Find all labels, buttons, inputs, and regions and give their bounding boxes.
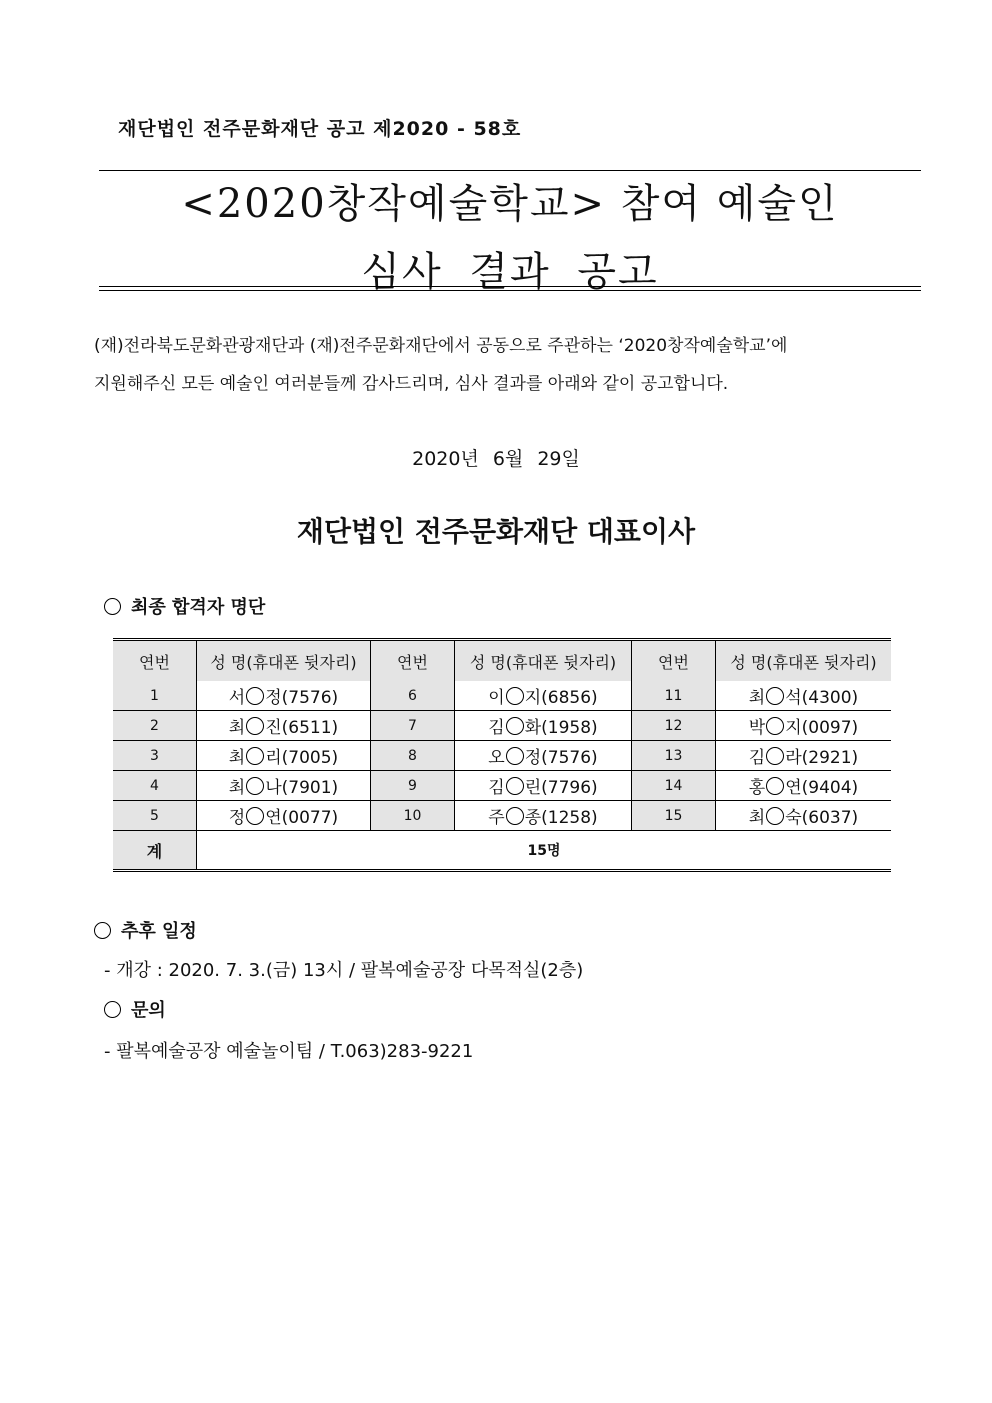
row-number-cell: 2 [113, 711, 197, 741]
surname-text: 김 [488, 718, 505, 738]
header-no-1: 연번 [113, 641, 197, 681]
schedule-item: - 개강 : 2020. 7. 3.(금) 13시 / 팔복예술공장 다목적실(2층) [104, 960, 584, 981]
surname-text: 정 [228, 808, 246, 828]
surname-text: 최 [228, 718, 246, 738]
intro-line-2: 지원해주신 모든 예술인 여러분들께 감사드리며, 심사 결과를 아래와 같이 공고합니다. [94, 374, 729, 394]
header-name-2: 성 명(휴대폰 뒷자리) [455, 641, 632, 681]
name-cell [716, 711, 892, 741]
row-number-cell: 9 [371, 771, 455, 801]
masked-circle-icon [506, 747, 524, 765]
row-number-cell: 4 [113, 771, 197, 801]
name-suffix-text: 연(0077) [265, 808, 339, 828]
row-number-cell: 5 [113, 801, 197, 831]
circle-bullet-icon [94, 922, 111, 939]
name-cell [197, 771, 371, 801]
section-finalists-label: 최종 합격자 명단 [131, 597, 266, 618]
name-suffix-text: 화(1958) [524, 718, 598, 738]
table-row [113, 711, 891, 741]
name-cell [197, 711, 371, 741]
name-cell [197, 681, 371, 711]
total-label: 계 [113, 831, 197, 870]
row-number-cell: 3 [113, 741, 197, 771]
table-header-row [113, 641, 891, 681]
page-title-line2: 심사 결과 공고 [361, 249, 659, 295]
masked-circle-icon [246, 687, 264, 705]
issuer-name: 재단법인 전주문화재단 대표이사 [296, 515, 696, 548]
row-number-cell: 15 [632, 801, 716, 831]
surname-text: 서 [228, 688, 246, 708]
name-suffix-text: 라(2921) [785, 748, 859, 768]
row-number-cell: 11 [632, 681, 716, 711]
row-number-cell: 8 [371, 741, 455, 771]
intro-line-1: (재)전라북도문화관광재단과 (재)전주문화재단에서 공동으로 주관하는 ‘2020창작예술학교’에 [94, 336, 788, 356]
name-cell [455, 711, 632, 741]
title-bottom-rule [99, 286, 921, 291]
finalists-table [113, 641, 891, 869]
surname-text: 이 [488, 688, 505, 708]
surname-text: 홍 [748, 778, 766, 798]
name-cell [455, 801, 632, 831]
masked-circle-icon [506, 687, 524, 705]
masked-circle-icon [766, 807, 784, 825]
name-suffix-text: 종(1258) [524, 808, 598, 828]
surname-text: 오 [488, 748, 505, 768]
header-name-1: 성 명(휴대폰 뒷자리) [197, 641, 371, 681]
section-schedule-heading [94, 917, 197, 943]
surname-text: 최 [228, 748, 246, 768]
name-suffix-text: 석(4300) [785, 688, 859, 708]
name-suffix-text: 숙(6037) [785, 808, 859, 828]
masked-circle-icon [246, 777, 264, 795]
table-row [113, 801, 891, 831]
surname-text: 김 [748, 748, 766, 768]
masked-circle-icon [766, 777, 784, 795]
circle-bullet-icon [104, 598, 121, 615]
surname-text: 박 [748, 718, 766, 738]
name-suffix-text: 정(7576) [524, 748, 598, 768]
row-number-cell: 7 [371, 711, 455, 741]
name-suffix-text: 리(7005) [265, 748, 339, 768]
table-row [113, 771, 891, 801]
name-cell [455, 681, 632, 711]
name-suffix-text: 정(7576) [265, 688, 339, 708]
surname-text: 최 [228, 778, 246, 798]
circle-bullet-icon [104, 1001, 121, 1018]
masked-circle-icon [506, 807, 524, 825]
name-cell [716, 801, 892, 831]
name-suffix-text: 연(9404) [785, 778, 859, 798]
title-top-rule [99, 170, 921, 171]
row-number-cell: 14 [632, 771, 716, 801]
surname-text: 김 [488, 778, 505, 798]
name-suffix-text: 지(0097) [785, 718, 859, 738]
name-cell [197, 801, 371, 831]
name-cell [716, 741, 892, 771]
contact-item: - 팔복예술공장 예술놀이팀 / T.063)283-9221 [104, 1041, 474, 1062]
name-cell [716, 771, 892, 801]
table-row [113, 741, 891, 771]
section-finalists-heading [104, 593, 265, 619]
name-cell [197, 741, 371, 771]
surname-text: 주 [488, 808, 505, 828]
masked-circle-icon [766, 747, 784, 765]
masked-circle-icon [506, 717, 524, 735]
row-number-cell: 6 [371, 681, 455, 711]
name-suffix-text: 린(7796) [524, 778, 598, 798]
header-no-3: 연번 [632, 641, 716, 681]
finalists-table-wrapper [113, 638, 891, 872]
row-number-cell: 12 [632, 711, 716, 741]
masked-circle-icon [246, 717, 264, 735]
name-suffix-text: 나(7901) [265, 778, 339, 798]
page-title-line1: <2020창작예술학교> 참여 예술인 [181, 181, 839, 227]
section-contact-label: 문의 [131, 1000, 166, 1021]
header-no-2: 연번 [371, 641, 455, 681]
masked-circle-icon [246, 807, 264, 825]
row-number-cell: 13 [632, 741, 716, 771]
section-contact-heading [104, 996, 166, 1022]
surname-text: 최 [748, 808, 766, 828]
name-cell [455, 741, 632, 771]
notice-number: 재단법인 전주문화재단 공고 제2020 - 58호 [118, 118, 522, 140]
table-total-row [113, 831, 891, 870]
surname-text: 최 [748, 688, 766, 708]
masked-circle-icon [246, 747, 264, 765]
name-cell [716, 681, 892, 711]
name-suffix-text: 진(6511) [265, 718, 339, 738]
masked-circle-icon [506, 777, 524, 795]
section-schedule-label: 추후 일정 [121, 921, 197, 942]
row-number-cell: 1 [113, 681, 197, 711]
notice-date: 2020년 6월 29일 [412, 448, 580, 470]
table-row [113, 681, 891, 711]
masked-circle-icon [766, 687, 784, 705]
header-name-3: 성 명(휴대폰 뒷자리) [716, 641, 892, 681]
total-value: 15명 [197, 831, 892, 870]
name-suffix-text: 지(6856) [524, 688, 598, 708]
name-cell [455, 771, 632, 801]
masked-circle-icon [766, 717, 784, 735]
row-number-cell: 10 [371, 801, 455, 831]
